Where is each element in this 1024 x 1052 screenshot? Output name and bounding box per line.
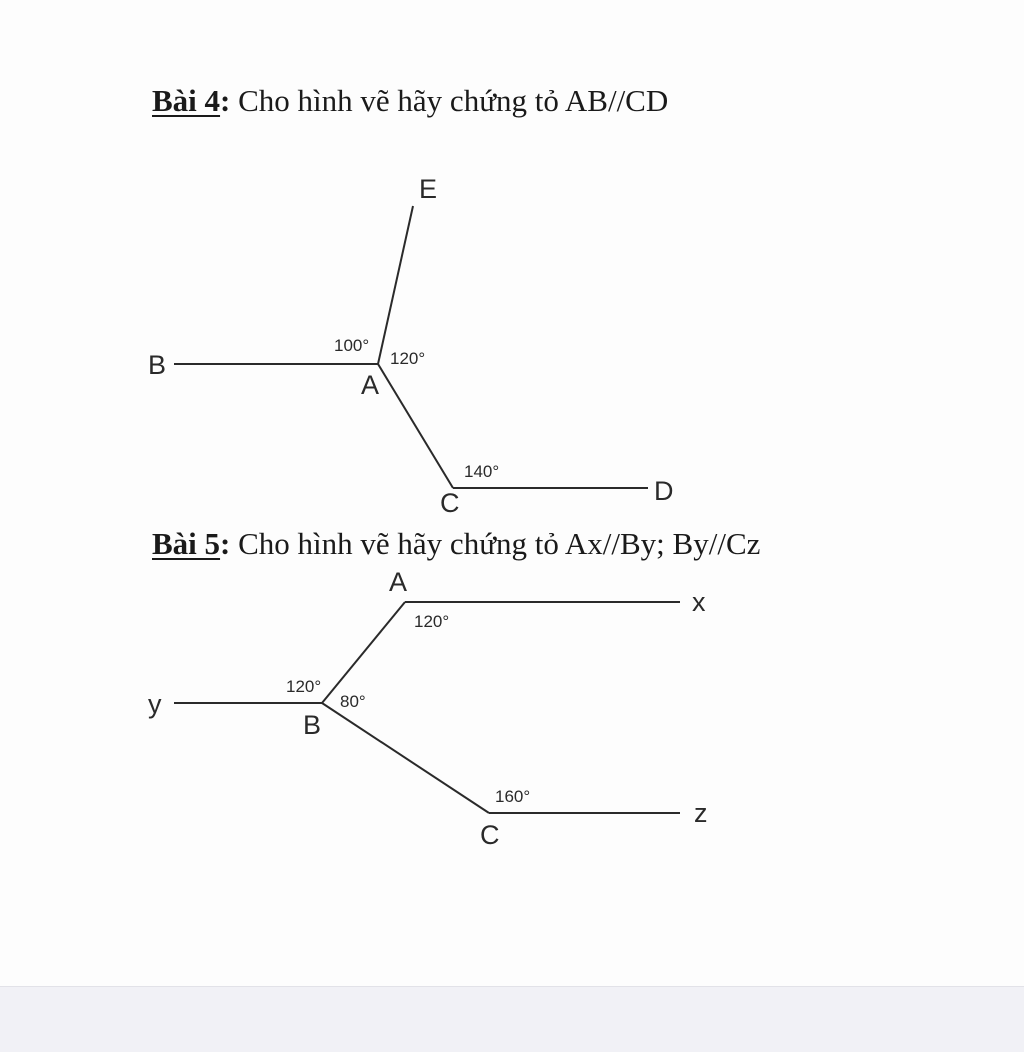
segment-AE [378, 206, 413, 364]
point-label-z: z [694, 798, 708, 828]
problem-4-text: Cho hình vẽ hãy chứng tỏ AB//CD [230, 83, 669, 118]
problem-4-label: Bài 4 [152, 83, 221, 118]
segment-BC [322, 703, 489, 813]
point-label-A: A [361, 370, 380, 400]
problem-5-figure [0, 560, 1024, 860]
problem-4-heading [152, 85, 668, 116]
point-label-B: B [148, 350, 167, 380]
angle-label-BCz: 160° [495, 787, 531, 806]
angle-label-BAE: 100° [334, 336, 370, 355]
angle-label-EAC: 120° [390, 349, 426, 368]
point-label-y: y [148, 689, 162, 719]
point-label-D: D [654, 476, 674, 506]
angle-label-ACD: 140° [464, 462, 500, 481]
point-label-A: A [389, 567, 408, 597]
angle-label-ABC: 80° [340, 692, 366, 711]
bottom-strip [0, 986, 1024, 1052]
angle-label-xAB: 120° [414, 612, 450, 631]
problem-5-colon: : [220, 526, 231, 561]
problem-4-figure [0, 160, 1024, 520]
point-label-x: x [692, 587, 706, 617]
point-label-C: C [440, 488, 460, 518]
problem-5-label: Bài 5 [152, 526, 221, 561]
angle-label-yBA: 120° [286, 677, 322, 696]
problem-5-text: Cho hình vẽ hãy chứng tỏ Ax//By; By//Cz [230, 526, 761, 561]
point-label-B: B [303, 710, 322, 740]
segment-BA [322, 602, 405, 703]
segment-AC [378, 364, 453, 488]
point-label-E: E [419, 174, 438, 204]
problem-5-heading [152, 528, 760, 559]
point-label-C: C [480, 820, 500, 850]
problem-4-colon: : [220, 83, 231, 118]
